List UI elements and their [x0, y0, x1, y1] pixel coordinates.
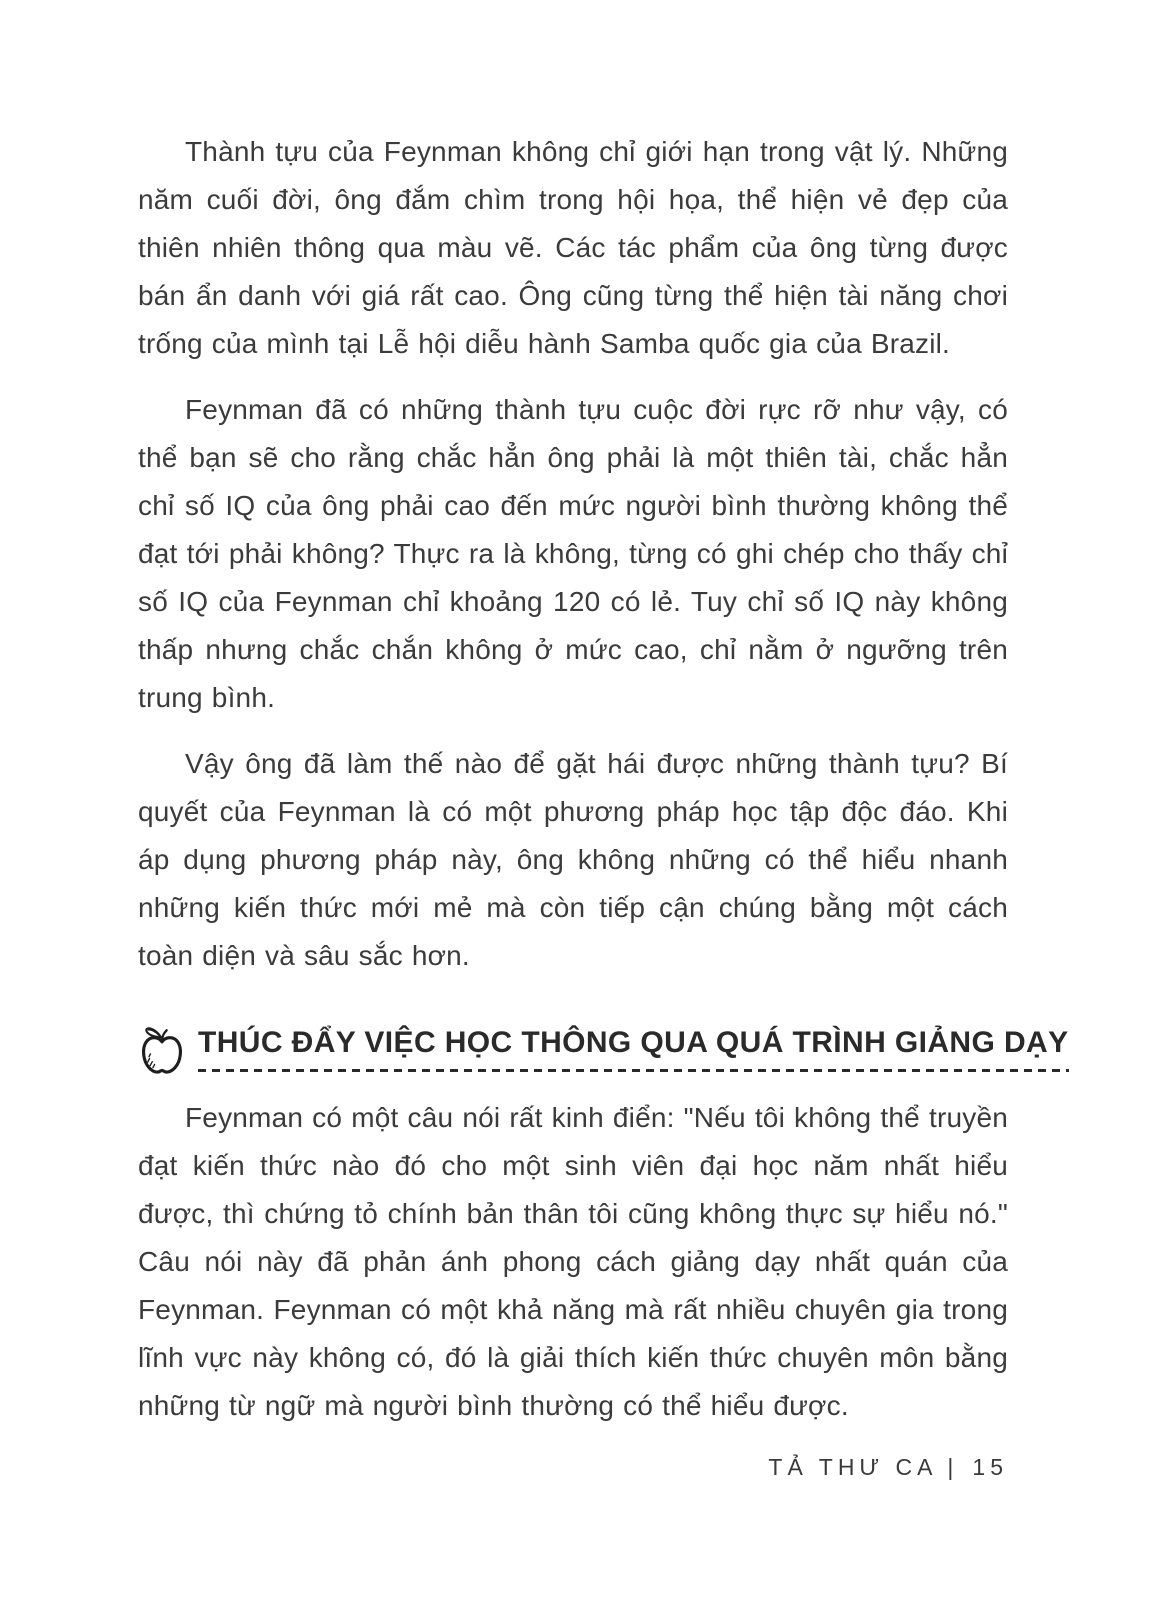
running-title: TẢ THƯ CA [768, 1454, 938, 1480]
section-title-block [198, 1026, 1069, 1072]
page-content [138, 0, 1069, 1448]
page-number: 15 [972, 1454, 1008, 1480]
paragraph-feynman-method: Vậy ông đã làm thế nào để gặt hái được những thành tựu? Bí quyết của Feynman là có một phương pháp học tập độc đáo. Khi áp dụng phương pháp này, ông không những có thể hiểu nhanh những kiến thức mới mẻ mà còn tiếp cận chúng bằng một cách toàn diện và sâu sắc hơn. [138, 748, 1008, 971]
footer-separator: | [947, 1454, 959, 1480]
paragraph-feynman-teaching: Feynman có một câu nói rất kinh điển: "Nếu tôi không thể truyền đạt kiến thức nào đó cho một sinh viên đại học năm nhất hiểu được, thì chứng tỏ chính bản thân tôi cũng không thực sự hiểu nó." Câu nói này đã phản ánh phong cách giảng dạy nhất quán của Feynman. Feynman có một khả năng mà rất nhiều chuyên gia trong lĩnh vực này không có, đó là giải thích kiến thức chuyên môn bằng những từ ngữ mà người bình thường có thể hiểu được. [138, 1102, 1008, 1421]
page-footer [768, 1452, 1008, 1482]
section-title-underline [198, 1069, 1069, 1072]
apple-icon [138, 1026, 186, 1078]
section-title: THÚC ĐẨY VIỆC HỌC THÔNG QUA QUÁ TRÌNH GIẢNG DẠY [198, 1026, 1069, 1059]
section-heading [138, 1026, 1069, 1072]
paragraph-feynman-achievements: Thành tựu của Feynman không chỉ giới hạn trong vật lý. Những năm cuối đời, ông đắm chìm trong hội họa, thể hiện vẻ đẹp của thiên nhiên thông qua màu vẽ. Các tác phẩm của ông từng được bán ẩn danh với giá rất cao. Ông cũng từng thể hiện tài năng chơi trống của mình tại Lễ hội diễu hành Samba quốc gia của Brazil. [138, 136, 1008, 359]
paragraph-feynman-iq: Feynman đã có những thành tựu cuộc đời rực rỡ như vậy, có thể bạn sẽ cho rằng chắc hẳn ông phải là một thiên tài, chắc hẳn chỉ số IQ của ông phải cao đến mức người bình thường không thể đạt tới phải không? Thực ra là không, từng có ghi chép cho thấy chỉ số IQ của Feynman chỉ khoảng 120 có lẻ. Tuy chỉ số IQ này không thấp nhưng chắc chắn không ở mức cao, chỉ nằm ở ngưỡng trên trung bình. [138, 394, 1008, 713]
